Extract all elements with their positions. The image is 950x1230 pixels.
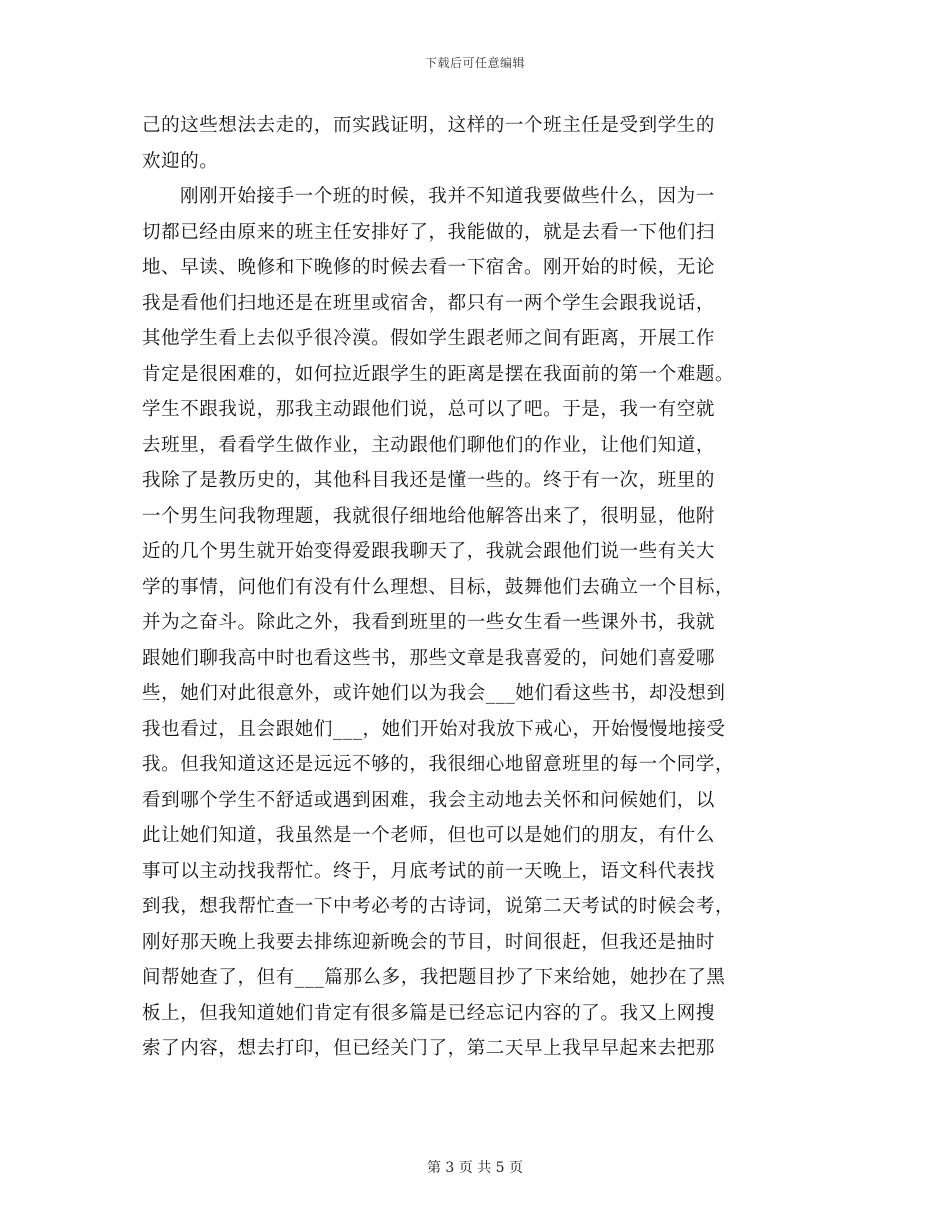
body-line: 板上，但我知道她们肯定有很多篇是已经忘记内容的了。我又上网搜 bbox=[142, 1002, 716, 1024]
body-line: 去班里，看看学生做作业，主动跟他们聊他们的作业，让他们知道， bbox=[142, 434, 716, 456]
body-line: 到我，想我帮忙查一下中考必考的古诗词，说第二天考试的时候会考， bbox=[142, 896, 735, 917]
document-body bbox=[142, 108, 812, 1067]
body-line: 此让她们知道，我虽然是一个老师，但也可以是她们的朋友，有什么 bbox=[142, 825, 716, 846]
body-line: 事可以主动找我帮忙。终于，月底考试的前一天晚上，语文科代表找 bbox=[142, 860, 716, 882]
page-footer: 第 3 页 共 5 页 bbox=[426, 1160, 524, 1176]
body-line: 些，她们对此很意外，或许她们以为我会___她们看这些书，却没想到 bbox=[142, 683, 726, 704]
body-line: 一个男生问我物理题，我就很仔细地给他解答出来了，很明显，他附 bbox=[142, 505, 716, 527]
body-line: 我也看过，且会跟她们___，她们开始对我放下戒心，开始慢慢地接受 bbox=[142, 718, 726, 740]
body-line: 我。但我知道这还是远远不够的，我很细心地留意班里的每一个同学， bbox=[142, 754, 735, 775]
paragraph-start-line: 刚刚开始接手一个班的时候，我并不知道我要做些什么，因为一 bbox=[180, 186, 715, 207]
body-line: 其他学生看上去似乎很冷漠。假如学生跟老师之间有距离，开展工作 bbox=[142, 328, 716, 349]
body-line: 切都已经由原来的班主任安排好了，我能做的，就是去看一下他们扫 bbox=[142, 221, 716, 243]
body-line: 欢迎的。 bbox=[142, 150, 219, 172]
body-line: 我是看他们扫地还是在班里或宿舍，都只有一两个学生会跟我说话， bbox=[142, 292, 716, 314]
body-line: 跟她们聊我高中时也看这些书，那些文章是我喜爱的，问她们喜爱哪 bbox=[142, 647, 716, 669]
body-line: 我除了是教历史的，其他科目我还是懂一些的。终于有一次，班里的 bbox=[142, 470, 716, 491]
body-line: 刚好那天晚上我要去排练迎新晚会的节目，时间很赶，但我还是抽时 bbox=[142, 931, 716, 953]
body-line: 看到哪个学生不舒适或遇到困难，我会主动地去关怀和问候她们，以 bbox=[142, 789, 716, 811]
page-header: 下载后可任意编辑 bbox=[424, 56, 525, 70]
body-line: 间帮她查了，但有___篇那么多，我把题目抄了下来给她，她抄在了黑 bbox=[142, 967, 726, 988]
body-line: 学的事情，问他们有没有什么理想、目标，鼓舞他们去确立一个目标， bbox=[142, 576, 735, 598]
body-line: 索了内容，想去打印，但已经关门了，第二天早上我早早起来去把那 bbox=[142, 1038, 716, 1059]
body-line: 并为之奋斗。除此之外，我看到班里的一些女生看一些课外书，我就 bbox=[142, 612, 716, 633]
body-line: 学生不跟我说，那我主动跟他们说，总可以了吧。于是，我一有空就 bbox=[142, 399, 716, 420]
body-line: 地、早读、晚修和下晚修的时候去看一下宿舍。刚开始的时候，无论 bbox=[142, 257, 716, 278]
body-line: 肯定是很困难的，如何拉近跟学生的距离是摆在我面前的第一个难题。 bbox=[142, 363, 735, 385]
body-line: 近的几个男生就开始变得爱跟我聊天了，我就会跟他们说一些有关大 bbox=[142, 541, 716, 562]
body-line: 己的这些想法去走的，而实践证明，这样的一个班主任是受到学生的 bbox=[142, 115, 716, 136]
